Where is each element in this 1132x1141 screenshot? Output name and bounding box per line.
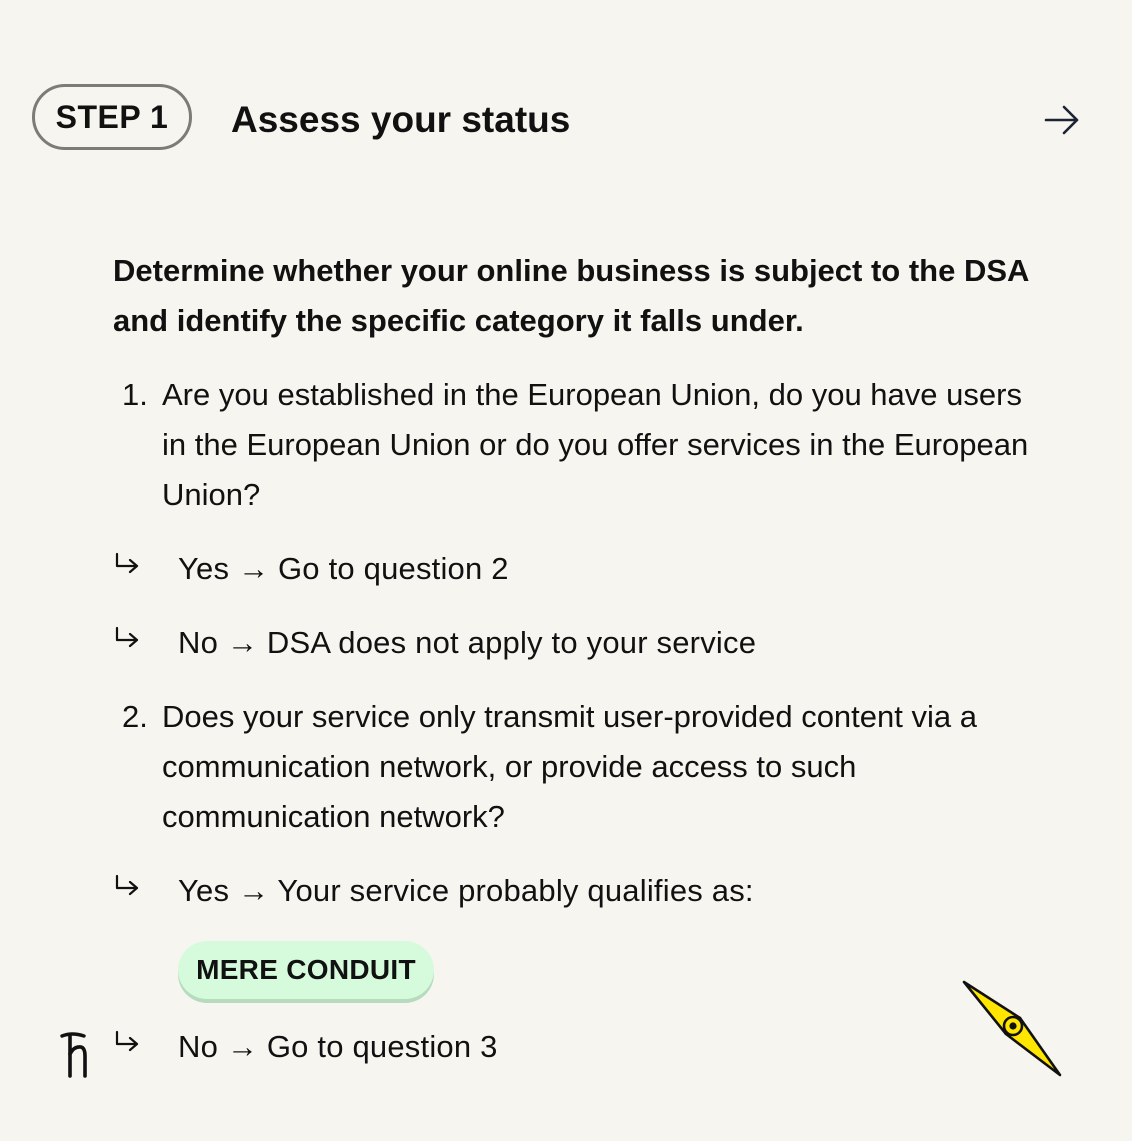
category-tag: MERE CONDUIT <box>178 941 434 999</box>
return-arrow-icon <box>113 874 141 900</box>
question-text: Are you established in the European Union, do you have users in the European Union or do you offer services in the European Union? <box>162 377 1029 512</box>
intro-text: Determine whether your online business is subject to the DSA and identify the specific category it falls under. <box>113 253 1029 338</box>
question-1 <box>122 370 1032 520</box>
step-badge: STEP 1 <box>32 84 192 150</box>
answer-text: No → Go to question 3 <box>178 1029 498 1064</box>
question-number: 1. <box>122 377 148 412</box>
return-arrow-icon <box>113 626 141 652</box>
question-2 <box>122 692 1032 842</box>
return-arrow-icon <box>113 552 141 578</box>
answer-text: Yes → Your service probably qualifies as: <box>178 873 754 908</box>
arrow-right-icon[interactable] <box>1040 98 1084 142</box>
question-text: Does your service only transmit user-provided content via a communication network, or provide access to such communication network? <box>162 699 977 834</box>
compass-icon <box>960 978 1066 1080</box>
answer-text: Yes → Go to question 2 <box>178 551 509 586</box>
step-title: Assess your status <box>231 99 571 140</box>
answer-text: No → DSA does not apply to your service <box>178 625 757 660</box>
brand-logo-icon <box>58 1030 92 1078</box>
question-number: 2. <box>122 699 148 734</box>
return-arrow-icon <box>113 1030 141 1056</box>
